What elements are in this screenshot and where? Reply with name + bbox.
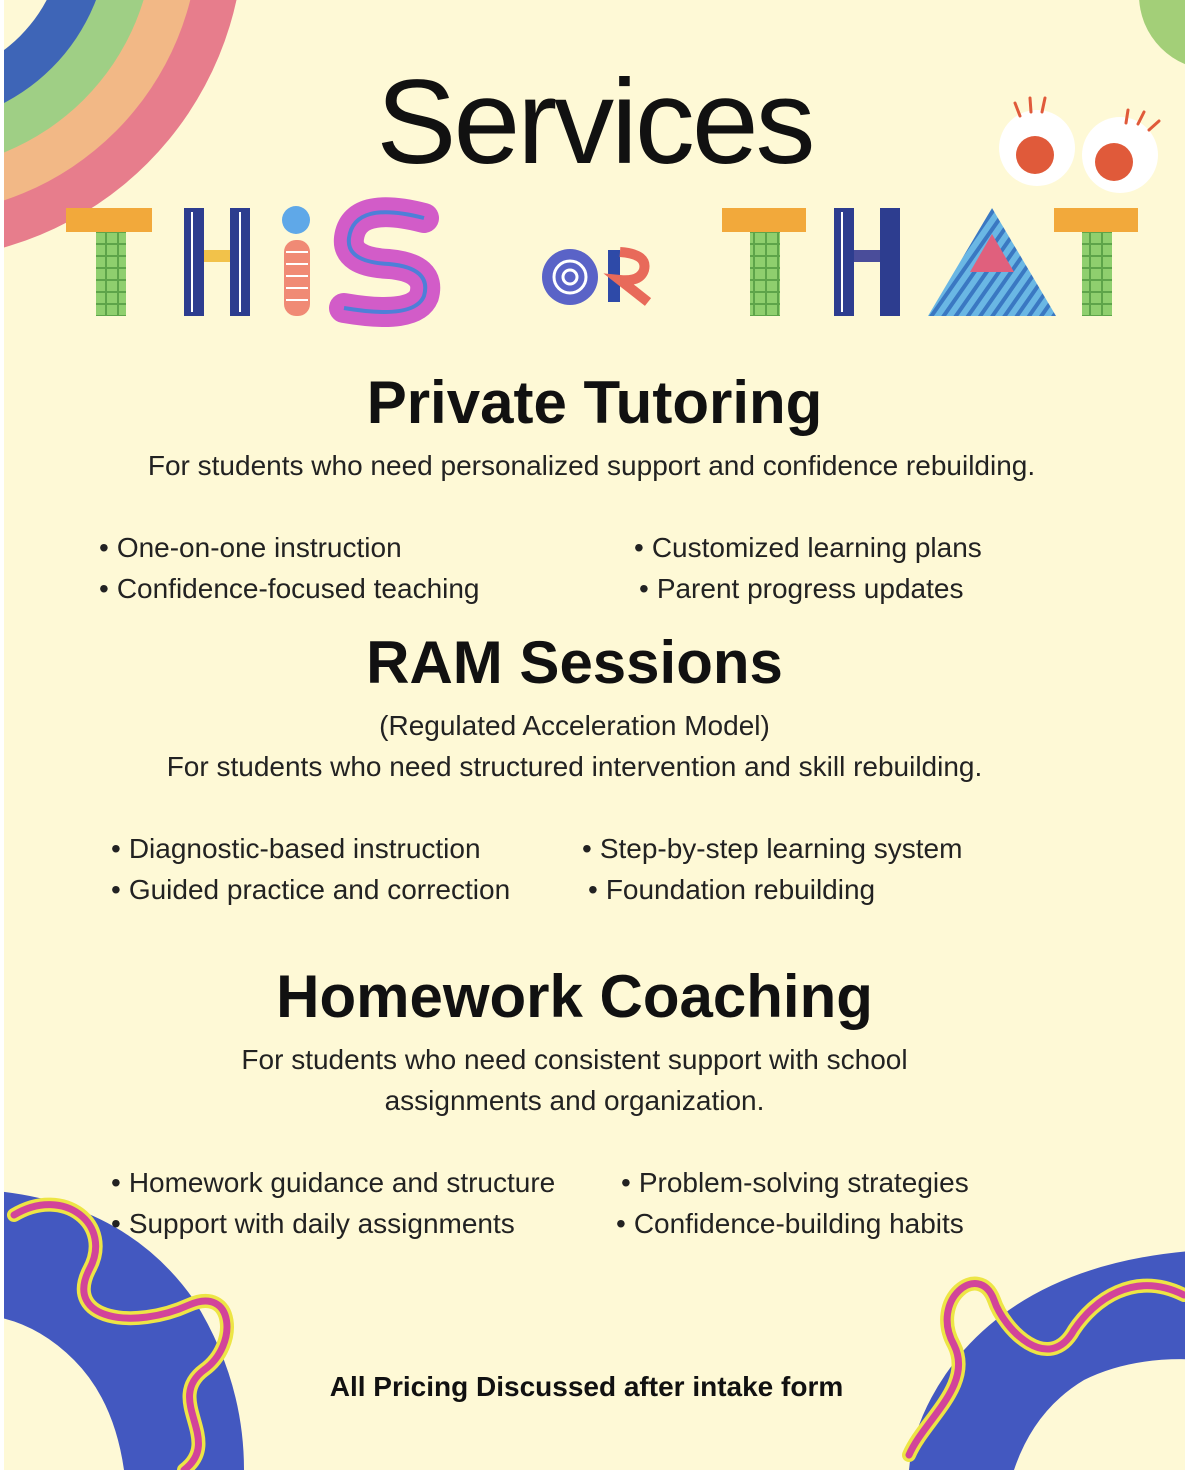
feature-item: • Guided practice and correction	[111, 876, 510, 904]
feature-item: • One-on-one instruction	[99, 534, 402, 562]
feature-item: • Diagnostic-based instruction	[111, 835, 481, 863]
green-blob-decoration	[1139, 0, 1185, 70]
section-description-homework-coaching-line2: assignments and organization.	[384, 1085, 765, 1116]
feature-item: • Step-by-step learning system	[582, 835, 962, 863]
section-heading-ram-sessions: RAM Sessions	[366, 629, 783, 696]
pricing-note: All Pricing Discussed after intake form	[329, 1371, 844, 1402]
section-description-private-tutoring: For students who need personalized support and confidence rebuilding.	[147, 450, 1036, 481]
feature-item: • Support with daily assignments	[111, 1210, 515, 1238]
brand-logo	[4, 190, 1185, 330]
feature-item: • Customized learning plans	[634, 534, 982, 562]
ribbon-decoration-right	[909, 1250, 1185, 1470]
services-flyer	[4, 0, 1185, 1470]
section-description-homework-coaching-line1: For students who need consistent support with school	[241, 1044, 908, 1075]
section-heading-homework-coaching: Homework Coaching	[276, 963, 873, 1030]
feature-item: • Problem-solving strategies	[621, 1169, 969, 1197]
page-title: Services	[376, 55, 813, 189]
feature-item: • Confidence-focused teaching	[99, 575, 480, 603]
section-description-ram-sessions: For students who need structured intervention and skill rebuilding.	[166, 751, 983, 782]
section-subheading-ram-sessions: (Regulated Acceleration Model)	[379, 710, 770, 741]
feature-item: • Parent progress updates	[639, 575, 963, 603]
feature-item: • Confidence-building habits	[616, 1210, 964, 1238]
section-heading-private-tutoring: Private Tutoring	[366, 369, 823, 436]
feature-item: • Homework guidance and structure	[111, 1169, 555, 1197]
feature-item: • Foundation rebuilding	[588, 876, 875, 904]
